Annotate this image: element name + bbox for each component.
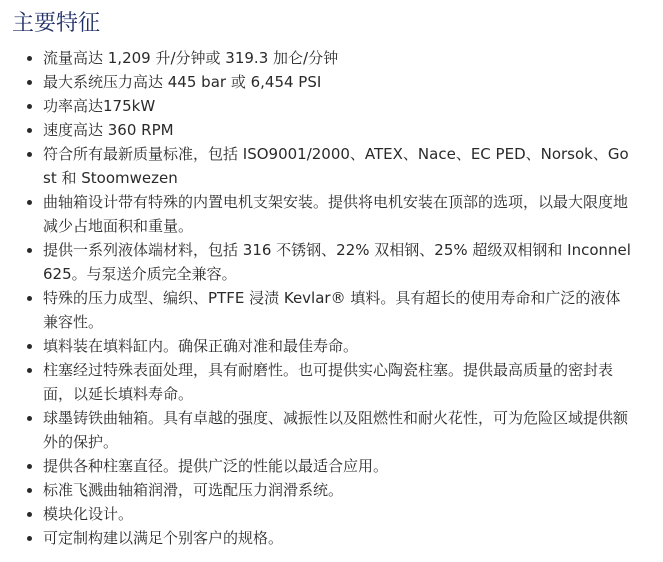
- feature-item: [27, 406, 651, 454]
- bullet-icon: [27, 128, 32, 133]
- feature-item: [27, 454, 651, 478]
- feature-item: [27, 118, 651, 142]
- feature-item: [27, 238, 651, 286]
- feature-item: [27, 190, 651, 238]
- bullet-icon: [27, 152, 32, 157]
- bullet-icon: [27, 296, 32, 301]
- feature-text: 填料装在填料缸内。确保正确对准和最佳寿命。: [43, 337, 359, 355]
- feature-item: [27, 502, 651, 526]
- bullet-icon: [27, 344, 32, 349]
- feature-text: 柱塞经过特殊表面处理，具有耐磨性。也可提供实心陶瓷柱塞。提供最高质量的密封表面，以延长填料寿命。: [43, 361, 614, 403]
- feature-text: 提供各种柱塞直径。提供广泛的性能以最适合应用。: [43, 457, 389, 475]
- feature-text: 可定制构建以满足个别客户的规格。: [43, 529, 284, 547]
- bullet-icon: [27, 56, 32, 61]
- feature-text: 速度高达 360 RPM: [43, 121, 174, 139]
- bullet-icon: [27, 368, 32, 373]
- bullet-icon: [27, 416, 32, 421]
- feature-item: [27, 334, 651, 358]
- bullet-icon: [27, 488, 32, 493]
- feature-text: 功率高达175kW: [43, 97, 156, 115]
- bullet-icon: [27, 80, 32, 85]
- feature-text: 提供一系列液体端材料，包括 316 不锈钢、22% 双相钢、25% 超级双相钢和 Inconnel 625。与泵送介质完全兼容。: [43, 241, 631, 283]
- feature-text: 流量高达 1,209 升/分钟或 319.3 加仑/分钟: [43, 49, 339, 67]
- feature-text: 特殊的压力成型、编织、PTFE 浸渍 Kevlar® 填料。具有超长的使用寿命和广泛的液体兼容性。: [43, 289, 621, 331]
- bullet-icon: [27, 536, 32, 541]
- bullet-icon: [27, 464, 32, 469]
- bullet-icon: [27, 104, 32, 109]
- feature-item: [27, 286, 651, 334]
- bullet-icon: [27, 512, 32, 517]
- bullet-icon: [27, 248, 32, 253]
- feature-text: 曲轴箱设计带有特殊的内置电机支架安装。提供将电机安装在顶部的选项，以最大限度地减少占地面积和重量。: [43, 193, 629, 235]
- feature-item: [27, 142, 651, 190]
- feature-text: 模块化设计。: [43, 505, 134, 523]
- feature-item: [27, 358, 651, 406]
- feature-text: 最大系统压力高达 445 bar 或 6,454 PSI: [43, 73, 322, 91]
- section-title: 主要特征: [12, 11, 101, 36]
- feature-item: [27, 478, 651, 502]
- feature-item: [27, 46, 651, 70]
- feature-item: [27, 94, 651, 118]
- feature-item: [27, 70, 651, 94]
- feature-text: 标准飞溅曲轴箱润滑，可选配压力润滑系统。: [43, 481, 344, 499]
- feature-text: 符合所有最新质量标准，包括 ISO9001/2000、ATEX、Nace、EC PED、Norsok、Gost 和 Stoomwezen: [43, 145, 629, 187]
- feature-list: [12, 46, 651, 550]
- feature-item: [27, 526, 651, 550]
- feature-text: 球墨铸铁曲轴箱。具有卓越的强度、减振性以及阻燃性和耐火花性，可为危险区域提供额外的保护。: [43, 409, 629, 451]
- bullet-icon: [27, 200, 32, 205]
